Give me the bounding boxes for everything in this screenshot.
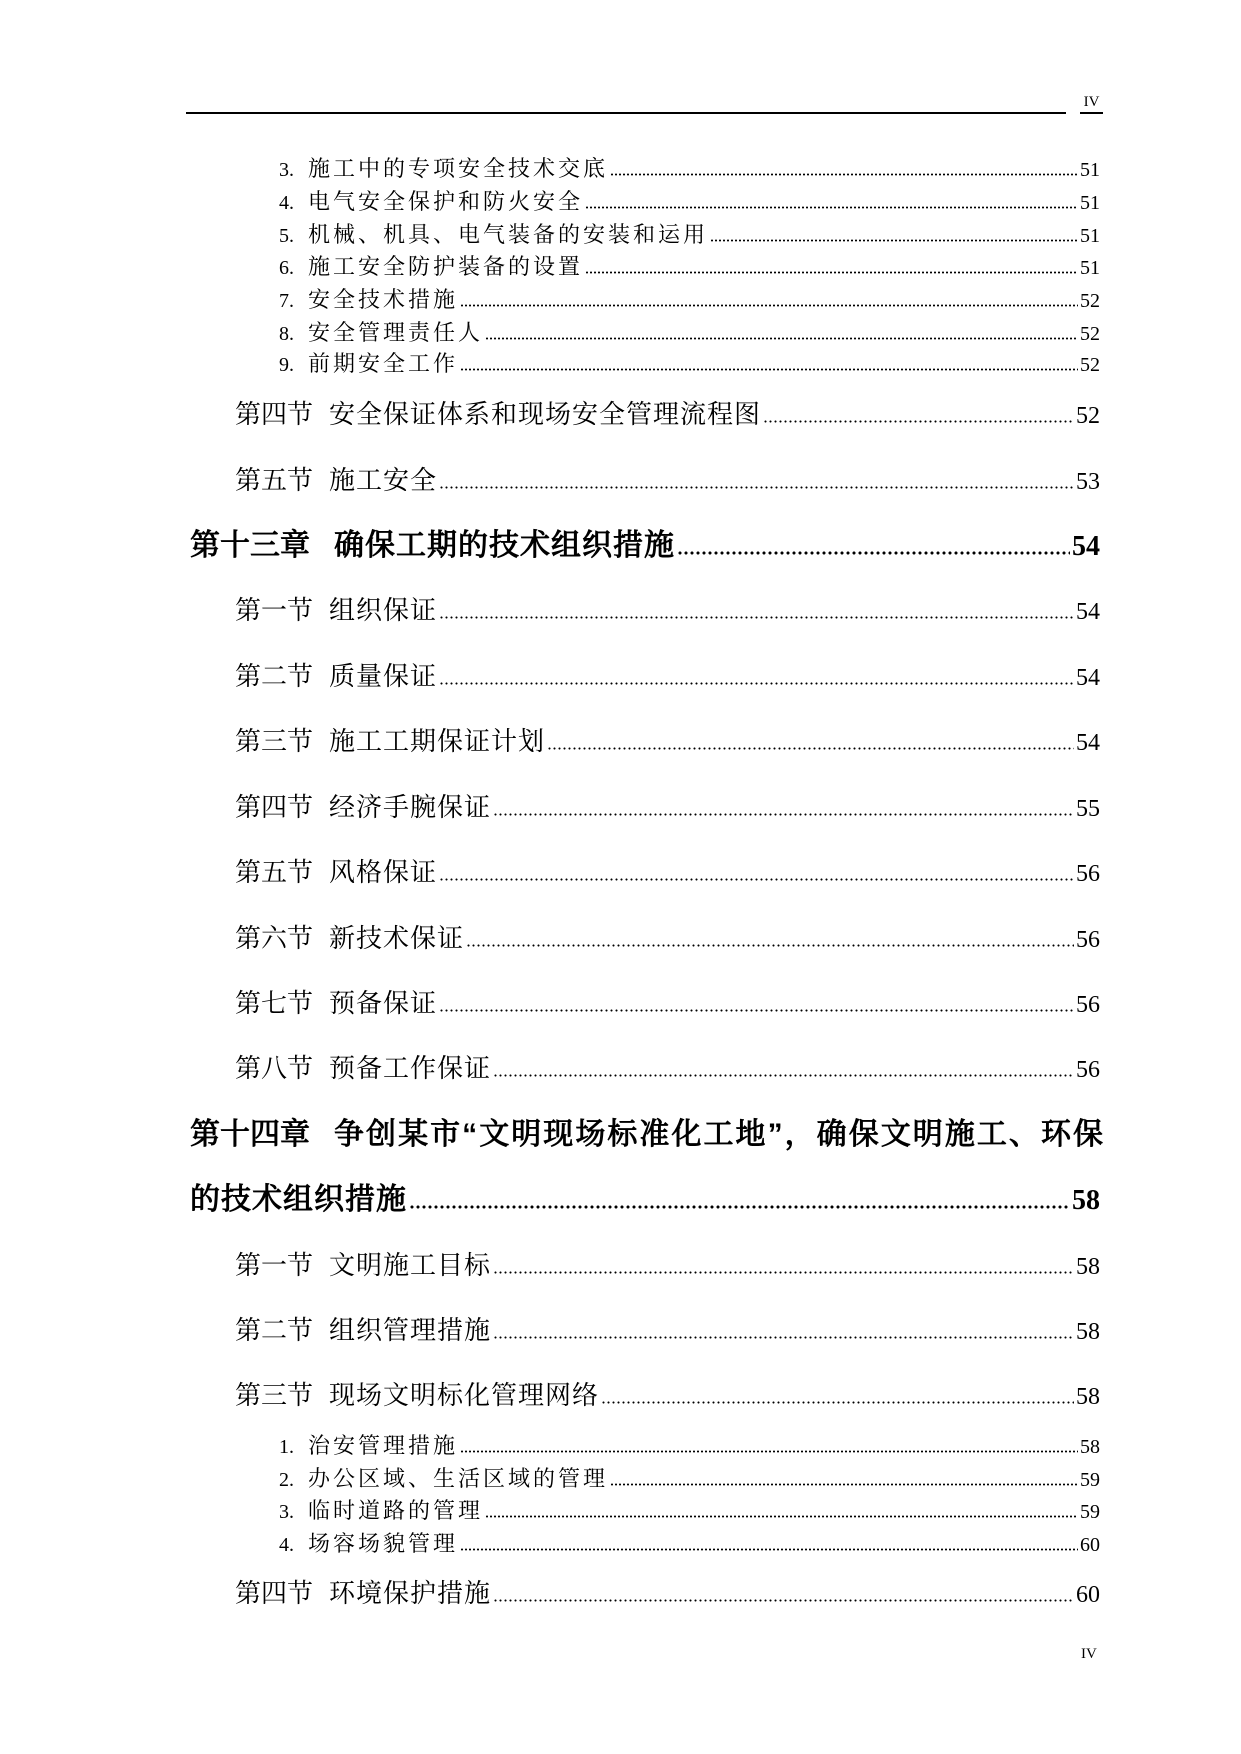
toc-section-page: 54 — [1076, 599, 1100, 625]
toc-section-label: 第二节 — [235, 662, 314, 691]
toc-section-page: 58 — [1076, 1319, 1100, 1345]
toc-subitem-number: 5. — [279, 225, 294, 247]
toc-chapter-13 — [190, 528, 1100, 565]
dot-leader — [610, 173, 1078, 176]
toc-subitem — [279, 1466, 1100, 1493]
header-page-label-underline — [1080, 112, 1103, 114]
header-page-label: IV — [1083, 94, 1100, 110]
toc-section — [235, 857, 1100, 890]
dot-leader — [485, 337, 1078, 340]
dot-leader — [460, 304, 1078, 307]
toc-section — [235, 792, 1100, 825]
toc-section-page: 55 — [1076, 796, 1100, 822]
footer-page-label: IV — [1081, 1646, 1097, 1662]
dot-leader — [763, 420, 1074, 423]
toc-subitem-number: 1. — [279, 1436, 294, 1458]
toc-section-title: 预备保证 — [329, 989, 438, 1018]
toc-subitem-page: 51 — [1080, 257, 1100, 279]
dot-leader — [439, 486, 1074, 489]
toc-section — [235, 1053, 1100, 1086]
dot-leader — [409, 1205, 1070, 1209]
toc-section-title: 组织保证 — [329, 596, 438, 625]
toc-subitem-title: 临时道路的管理 — [308, 1498, 484, 1523]
toc-section — [235, 923, 1100, 956]
toc-section-label: 第三节 — [235, 727, 314, 756]
toc-subitem — [279, 287, 1100, 314]
toc-subitem-title: 安全技术措施 — [308, 287, 459, 312]
toc-section-label: 第四节 — [235, 793, 314, 822]
dot-leader — [439, 616, 1074, 619]
toc-subitem-number: 2. — [279, 1469, 294, 1491]
toc-section-label: 第五节 — [235, 858, 314, 887]
toc-chapter-label: 第十四章 — [190, 1118, 310, 1151]
toc-subitem — [279, 320, 1100, 347]
toc-section-page: 54 — [1076, 665, 1100, 691]
toc-subitem-number: 6. — [279, 257, 294, 279]
dot-leader — [610, 1483, 1078, 1486]
toc-subitem-page: 52 — [1080, 290, 1100, 312]
toc-chapter-page: 54 — [1072, 531, 1100, 562]
toc-subitem-page: 59 — [1080, 1501, 1100, 1523]
dot-leader — [493, 813, 1074, 816]
toc-section-title: 安全保证体系和现场安全管理流程图 — [329, 400, 762, 429]
toc-chapter-title: 确保工期的技术组织措施 — [334, 529, 675, 562]
dot-leader — [439, 1009, 1074, 1012]
dot-leader — [585, 206, 1078, 209]
toc-subitem — [279, 1498, 1100, 1525]
toc-section — [235, 1578, 1100, 1611]
toc-subitem-title: 电气安全保护和防火安全 — [308, 189, 584, 214]
toc-section-title: 组织管理措施 — [329, 1316, 492, 1345]
toc-chapter-page: 58 — [1072, 1185, 1100, 1216]
toc-section-title: 现场文明标化管理网络 — [329, 1381, 600, 1410]
toc-section-title: 施工工期保证计划 — [329, 727, 546, 756]
toc-chapter-14-line1 — [190, 1117, 1103, 1153]
toc-subitem-page: 52 — [1080, 323, 1100, 345]
toc-section-page: 56 — [1076, 1057, 1100, 1083]
toc-subitem-title: 治安管理措施 — [308, 1433, 459, 1458]
toc-section-title: 环境保护措施 — [329, 1579, 492, 1608]
dot-leader — [439, 878, 1074, 881]
toc-subitem-title: 施工安全防护装备的设置 — [308, 254, 584, 279]
toc-section-label: 第七节 — [235, 989, 314, 1018]
dot-leader — [460, 1450, 1078, 1453]
toc-subitem-page: 59 — [1080, 1469, 1100, 1491]
toc-chapter-14-line2 — [190, 1182, 1100, 1219]
toc-section-label: 第一节 — [235, 596, 314, 625]
toc-subitem-page: 60 — [1080, 1534, 1100, 1556]
toc-section-title: 新技术保证 — [329, 924, 465, 953]
toc-subitem — [279, 1433, 1100, 1460]
toc-section-label: 第八节 — [235, 1054, 314, 1083]
toc-section — [235, 399, 1100, 432]
dot-leader — [493, 1074, 1074, 1077]
toc-chapter-title-line1: 争创某市“文明现场标准化工地”，确保文明施工、环保 — [334, 1118, 1103, 1151]
toc-subitem-number: 4. — [279, 192, 294, 214]
dot-leader — [460, 368, 1078, 371]
toc-subitem-number: 7. — [279, 290, 294, 312]
toc-subitem-number: 8. — [279, 323, 294, 345]
dot-leader — [493, 1271, 1074, 1274]
toc-section — [235, 1380, 1100, 1413]
dot-leader — [601, 1401, 1074, 1404]
toc-section-label: 第四节 — [235, 1579, 314, 1608]
toc-subitem-number: 3. — [279, 1501, 294, 1523]
toc-section-page: 58 — [1076, 1254, 1100, 1280]
dot-leader — [493, 1336, 1074, 1339]
toc-subitem-title: 施工中的专项安全技术交底 — [308, 156, 609, 181]
dot-leader — [485, 1515, 1078, 1518]
toc-section-title: 施工安全 — [329, 466, 438, 495]
dot-leader — [439, 682, 1074, 685]
toc-subitem-title: 机械、机具、电气装备的安装和运用 — [308, 222, 709, 247]
toc-section-label: 第六节 — [235, 924, 314, 953]
toc-section-title: 文明施工目标 — [329, 1251, 492, 1280]
toc-subitem — [279, 222, 1100, 249]
toc-section-label: 第一节 — [235, 1251, 314, 1280]
toc-subitem-title: 安全管理责任人 — [308, 320, 484, 345]
toc-subitem-number: 4. — [279, 1534, 294, 1556]
toc-section-title: 预备工作保证 — [329, 1054, 492, 1083]
toc-subitem — [279, 189, 1100, 216]
toc-subitem — [279, 351, 1100, 378]
toc-section-page: 60 — [1076, 1582, 1100, 1608]
toc-section — [235, 595, 1100, 628]
toc-subitem-page: 51 — [1080, 159, 1100, 181]
toc-section-title: 经济手腕保证 — [329, 793, 492, 822]
dot-leader — [460, 1548, 1078, 1551]
toc-section-page: 56 — [1076, 992, 1100, 1018]
toc-subitem-number: 9. — [279, 354, 294, 376]
toc-subitem — [279, 254, 1100, 281]
toc-subitem — [279, 1531, 1100, 1558]
dot-leader — [493, 1599, 1074, 1602]
toc-section — [235, 1315, 1100, 1348]
toc-section — [235, 661, 1100, 694]
toc-section-label: 第四节 — [235, 400, 314, 429]
toc-subitem-page: 58 — [1080, 1436, 1100, 1458]
toc-section — [235, 465, 1100, 498]
toc-section-page: 56 — [1076, 861, 1100, 887]
toc-subitem-number: 3. — [279, 159, 294, 181]
toc-subitem-title: 办公区域、生活区域的管理 — [308, 1466, 609, 1491]
header-rule — [186, 112, 1066, 114]
dot-leader — [710, 239, 1078, 242]
toc-section — [235, 1250, 1100, 1283]
toc-section-label: 第三节 — [235, 1381, 314, 1410]
toc-section-title: 质量保证 — [329, 662, 438, 691]
toc-section — [235, 726, 1100, 759]
toc-subitem-page: 52 — [1080, 354, 1100, 376]
dot-leader — [677, 551, 1070, 555]
toc-section-label: 第二节 — [235, 1316, 314, 1345]
toc-section-page: 56 — [1076, 927, 1100, 953]
dot-leader — [466, 944, 1074, 947]
toc-subitem — [279, 156, 1100, 183]
toc-section-page: 54 — [1076, 730, 1100, 756]
toc-chapter-label: 第十三章 — [190, 529, 310, 562]
toc-subitem-page: 51 — [1080, 192, 1100, 214]
toc-section-page: 52 — [1076, 403, 1100, 429]
dot-leader — [547, 747, 1074, 750]
toc-section-page: 53 — [1076, 469, 1100, 495]
toc-subitem-page: 51 — [1080, 225, 1100, 247]
dot-leader — [585, 271, 1078, 274]
toc-section-label: 第五节 — [235, 466, 314, 495]
toc-subitem-title: 前期安全工作 — [308, 351, 459, 376]
toc-subitem-title: 场容场貌管理 — [308, 1531, 459, 1556]
toc-chapter-title-line2: 的技术组织措施 — [190, 1183, 407, 1216]
toc-section-page: 58 — [1076, 1384, 1100, 1410]
toc-section — [235, 988, 1100, 1021]
toc-section-title: 风格保证 — [329, 858, 438, 887]
